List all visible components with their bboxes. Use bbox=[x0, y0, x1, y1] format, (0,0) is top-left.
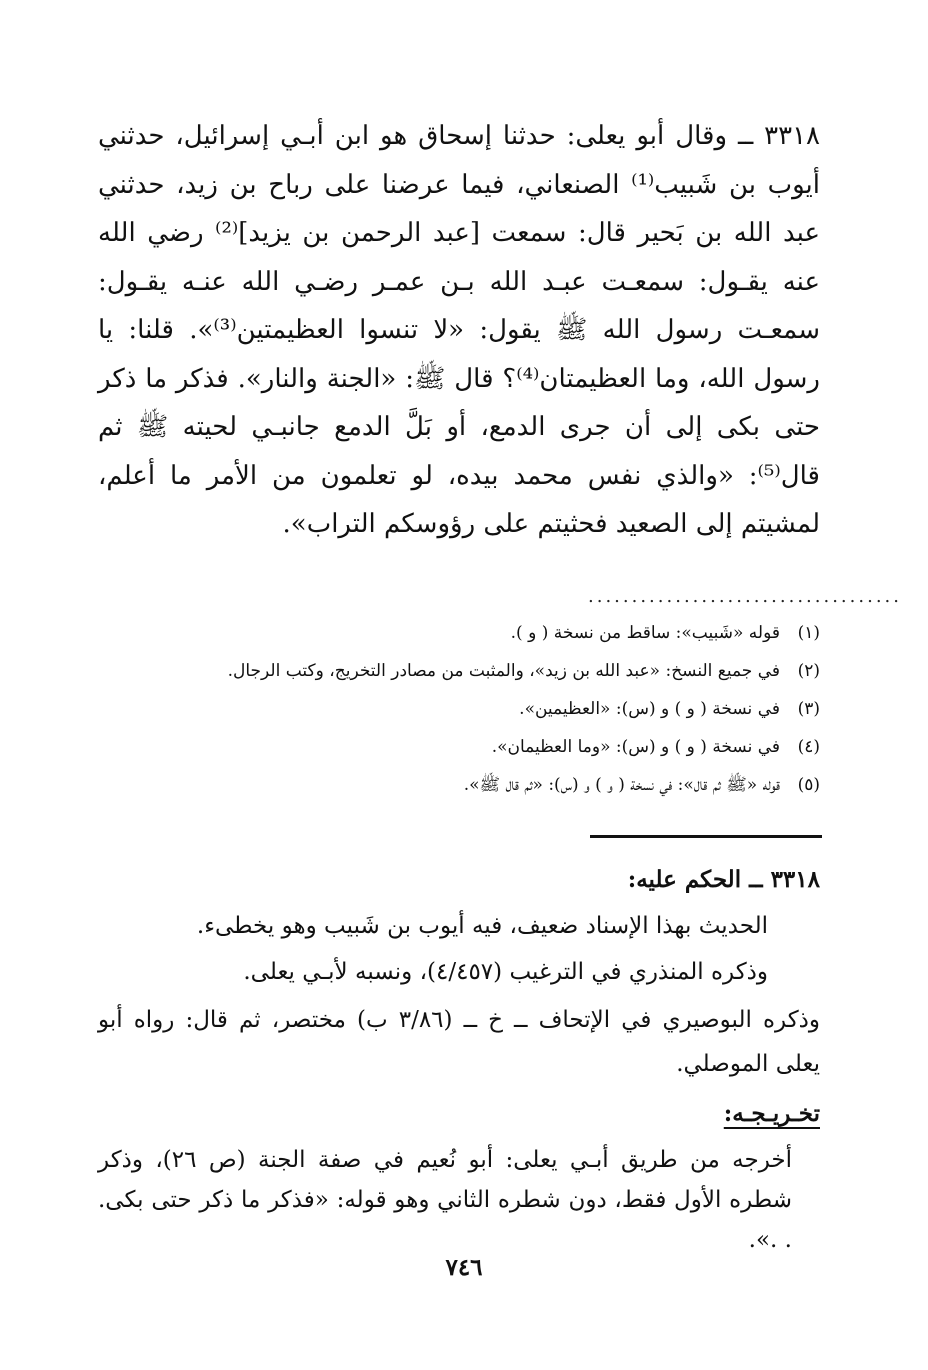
footnote-2 bbox=[98, 652, 820, 690]
footnote-text: في نسخة ( و ) و (س): «وما العظيمان». bbox=[491, 737, 780, 757]
footnote-3 bbox=[98, 690, 820, 728]
footnote-separator: .................................... bbox=[588, 586, 902, 607]
footnote-text: في نسخة ( و ) و (س): «العظيمين». bbox=[519, 699, 780, 719]
footnote-5 bbox=[98, 766, 820, 804]
footnotes-list bbox=[98, 614, 820, 804]
footnote-text: قوله «شَبيب»: ساقط من نسخة ( و ). bbox=[510, 623, 780, 643]
takhrij-heading: تخـريـجـه: bbox=[723, 1100, 820, 1127]
footnote-number: (٥) bbox=[797, 775, 820, 795]
hadith-text: ٣٣١٨ ــ وقال أبو يعلى: حدثنا إسحاق هو ابن أبـي إسرائيل، حدثني أيوب بن شَبيب⁽¹⁾ الصنعاني، فيما عرضنا على رباح بن زيد، حدثني عبد الله بن بَحير قال: سمعت [عبد الرحمن بن يزيد]⁽²⁾ رضي الله عنه يقـول: سمعـت عبـد الله بـن عمـر رضـي الله عنـه يقـول: سمعـت رسول الله ﷺ يقول: «لا تنسوا العظيمتين⁽³⁾». قلنا: يا رسول الله، وما العظيمتان⁽⁴⁾؟ قال ﷺ: «الجنة والنار». فذكر ما ذكر حتى بكى إلى أن جرى الدمع، أو بَلَّ الدمع جانبـي لحيته ﷺ ثم قال⁽⁵⁾: «والذي نفس محمد بيده، لو تعلمون من الأمر ما أعلم، لمشيتم إلى الصعيد فحثيتم على رؤوسكم التراب». bbox=[98, 121, 820, 539]
footnote-1 bbox=[98, 614, 820, 652]
footnote-number: (١) bbox=[797, 623, 820, 643]
ruling-paragraph-3: وذكره البوصيري في الإتحاف ــ خ ــ (٣/٨٦ ب) مختصر، ثم قال: رواه أبو يعلى الموصلي. bbox=[98, 1007, 820, 1077]
takhrij-text: أخرجه من طريق أبـي يعلى: أبو نُعيم في صفة الجنة (ص ٢٦)، وذكر شطره الأول فقط، دون شطره الثاني وهو قوله: «فذكر ما ذكر حتى بكى. . .». bbox=[98, 1147, 792, 1253]
footnote-4 bbox=[98, 728, 820, 766]
section-divider bbox=[590, 835, 822, 838]
footnote-number: (٣) bbox=[797, 699, 820, 719]
footnote-text: في جميع النسخ: «عبد الله بن زيد»، والمثبت من مصادر التخريج، وكتب الرجال. bbox=[227, 661, 780, 681]
footnote-number: (٤) bbox=[797, 737, 820, 757]
ruling-heading: ٣٣١٨ ــ الحكم عليه: bbox=[627, 866, 820, 893]
footnote-number: (٢) bbox=[797, 661, 820, 681]
ruling-paragraph-1: الحديث بهذا الإسناد ضعيف، فيه أيوب بن شَبيب وهو يخطىء. bbox=[196, 913, 768, 939]
ruling-paragraph-2: وذكره المنذري في الترغيب (٤/٤٥٧)، ونسبه لأبـي يعلى. bbox=[243, 959, 768, 985]
page-number: ٧٤٦ bbox=[445, 1254, 483, 1281]
footnote-text: قوله «ﷺ ثم قال»: في نسخة ( و ) و (س): «ثم قال ﷺ». bbox=[463, 775, 780, 795]
